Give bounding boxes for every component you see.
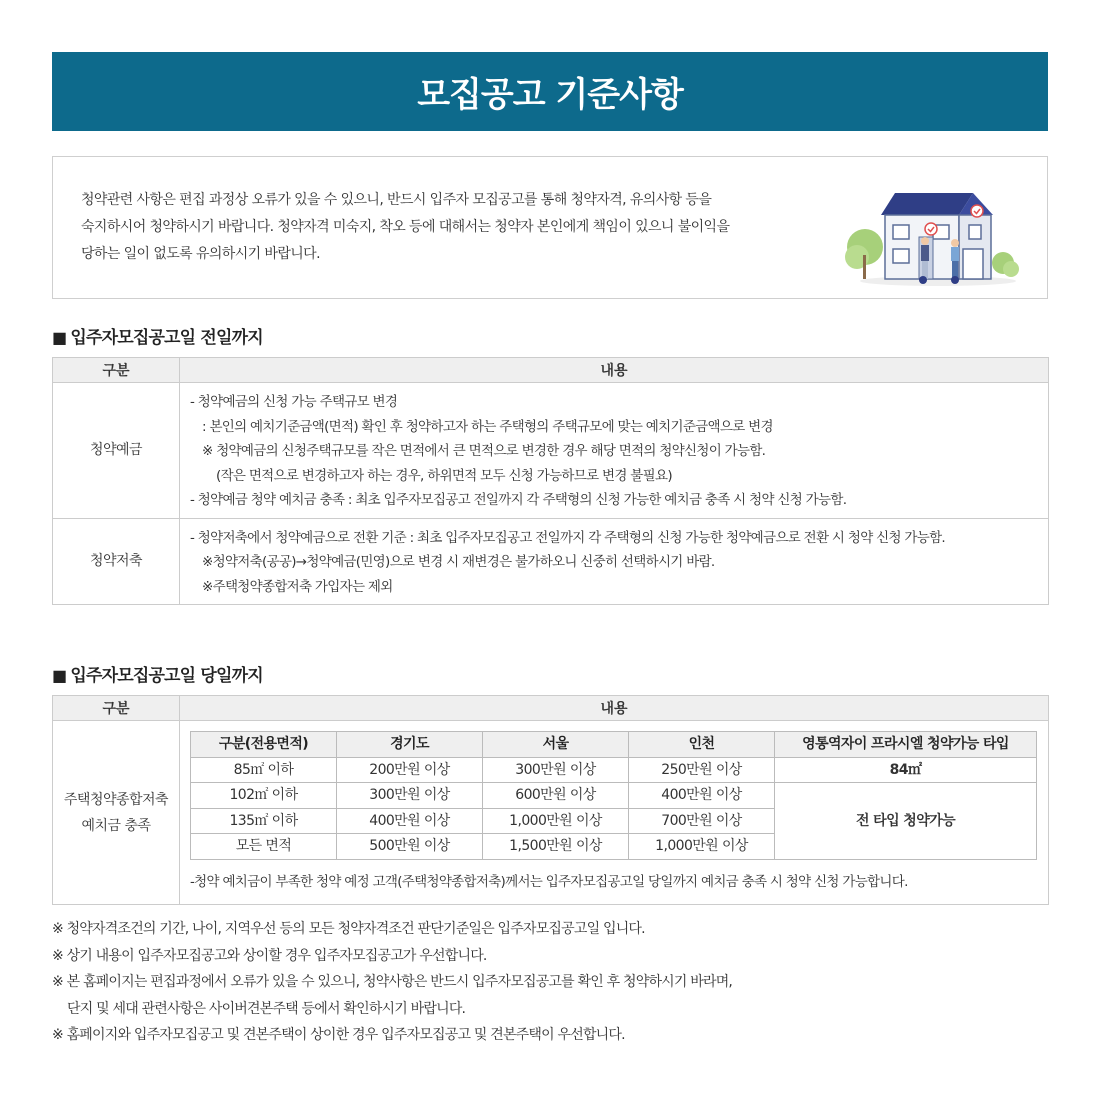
row-category [53, 721, 180, 905]
type-cell: 전 타입 청약가능 [775, 783, 1037, 860]
footnote: ※ 홈페이지와 입주자모집공고 및 견본주택이 상이한 경우 입주자모집공고 및 견본주택이 우선합니다. [52, 1027, 625, 1043]
content-line: : 본인의 예치기준금액(면적) 확인 후 청약하고자 하는 주택형의 주택규모에 맞는 예치기준금액으로 변경 [202, 418, 773, 435]
deposit-cell: 600만원 이상 [483, 783, 629, 809]
notice-line: 숙지하시어 청약하시기 바랍니다. 청약자격 미숙지, 착오 등에 대해서는 청약자 본인에게 책임이 있으니 불이익을 [81, 219, 730, 235]
section-title-before [52, 323, 263, 348]
deposit-cell: 모든 면적 [191, 834, 337, 860]
notice-text [81, 187, 801, 268]
deposit-cell: 400만원 이상 [337, 808, 483, 834]
deposit-col-header: 서울 [483, 732, 629, 758]
deposit-cell: 135㎡ 이하 [191, 808, 337, 834]
header-category: 구분 [53, 696, 180, 721]
table-row [191, 757, 1037, 783]
header-content: 내용 [180, 696, 1049, 721]
row-content [180, 721, 1049, 905]
square-marker-icon: ■ [52, 666, 67, 685]
house-illustration-icon [843, 175, 1023, 287]
table-before [52, 357, 1049, 605]
page-title: 모집공고 기준사항 [417, 75, 683, 115]
deposit-col-header: 영통역자이 프라시엘 청약가능 타입 [775, 732, 1037, 758]
category-line: 주택청약종합저축 [63, 791, 169, 808]
table-row [53, 518, 1049, 605]
content-line: - 청약예금의 신청 가능 주택규모 변경 [190, 394, 398, 410]
deposit-cell: 200만원 이상 [337, 757, 483, 783]
footnote: ※ 상기 내용이 입주자모집공고와 상이할 경우 입주자모집공고가 우선합니다. [52, 947, 487, 964]
row-category: 청약예금 [53, 383, 180, 519]
deposit-cell: 300만원 이상 [483, 757, 629, 783]
content-line: - 청약예금 청약 예치금 충족 : 최초 입주자모집공고 전일까지 각 주택형의 신청 가능한 예치금 충족 시 청약 신청 가능함. [190, 492, 847, 508]
deposit-cell: 1,500만원 이상 [483, 834, 629, 860]
content-line: ※ 청약예금의 신청주택규모를 작은 면적에서 큰 면적으로 변경한 경우 해당 면적의 청약신청이 가능함. [202, 443, 766, 459]
section-title-same-day [52, 661, 263, 686]
table-row [191, 783, 1037, 809]
deposit-cell: 1,000만원 이상 [483, 808, 629, 834]
footnote: ※ 청약자격조건의 기간, 나이, 지역우선 등의 모든 청약자격조건 판단기준일은 입주자모집공고일 입니다. [52, 921, 645, 937]
header-content: 내용 [180, 358, 1049, 383]
notice-box [52, 156, 1048, 299]
deposit-note: -청약 예치금이 부족한 청약 예정 고객(주택청약종합저축)께서는 입주자모집공고일 당일까지 예치금 충족 시 청약 신청 가능합니다. [190, 873, 908, 890]
deposit-col-header: 인천 [629, 732, 775, 758]
deposit-cell: 500만원 이상 [337, 834, 483, 860]
table-row [53, 383, 1049, 519]
deposit-col-header: 경기도 [337, 732, 483, 758]
deposit-table [190, 731, 1037, 860]
deposit-cell: 85㎡ 이하 [191, 757, 337, 783]
deposit-cell: 300만원 이상 [337, 783, 483, 809]
row-content [180, 518, 1049, 605]
footnote: 단지 및 세대 관련사항은 사이버견본주택 등에서 확인하시기 바랍니다. [67, 1000, 466, 1017]
table-same-day [52, 695, 1049, 905]
notice-line: 당하는 일이 없도록 유의하시기 바랍니다. [81, 246, 320, 262]
header-category: 구분 [53, 358, 180, 383]
section-title-text: 입주자모집공고일 당일까지 [70, 666, 263, 686]
type-cell: 84㎡ [775, 757, 1037, 783]
row-category: 청약저축 [53, 518, 180, 605]
footnotes [52, 916, 732, 1049]
section-title-text: 입주자모집공고일 전일까지 [70, 328, 263, 348]
category-line: 예치금 충족 [81, 817, 151, 834]
footnote: ※ 본 홈페이지는 편집과정에서 오류가 있을 수 있으니, 청약사항은 반드시 입주자모집공고를 확인 후 청약하시기 바라며, [52, 974, 733, 990]
deposit-col-header: 구분(전용면적) [191, 732, 337, 758]
notice-line: 청약관련 사항은 편집 과정상 오류가 있을 수 있으니, 반드시 입주자 모집공고를 통해 청약자격, 유의사항 등을 [81, 192, 712, 208]
deposit-cell: 250만원 이상 [629, 757, 775, 783]
deposit-cell: 102㎡ 이하 [191, 783, 337, 809]
content-line: ※주택청약종합저축 가입자는 제외 [202, 578, 393, 595]
deposit-cell: 1,000만원 이상 [629, 834, 775, 860]
content-line: (작은 면적으로 변경하고자 하는 경우, 하위면적 모두 신청 가능하므로 변경 불필요) [216, 467, 672, 484]
deposit-cell: 400만원 이상 [629, 783, 775, 809]
deposit-cell: 700만원 이상 [629, 808, 775, 834]
row-content [180, 383, 1049, 519]
table-row [53, 721, 1049, 905]
square-marker-icon: ■ [52, 328, 67, 347]
page-banner [52, 52, 1048, 131]
content-line: ※청약저축(공공)→청약예금(민영)으로 변경 시 재변경은 불가하오니 신중히 선택하시기 바람. [202, 554, 715, 570]
content-line: - 청약저축에서 청약예금으로 전환 기준 : 최초 입주자모집공고 전일까지 각 주택형의 신청 가능한 청약예금으로 전환 시 청약 신청 가능함. [190, 529, 946, 546]
